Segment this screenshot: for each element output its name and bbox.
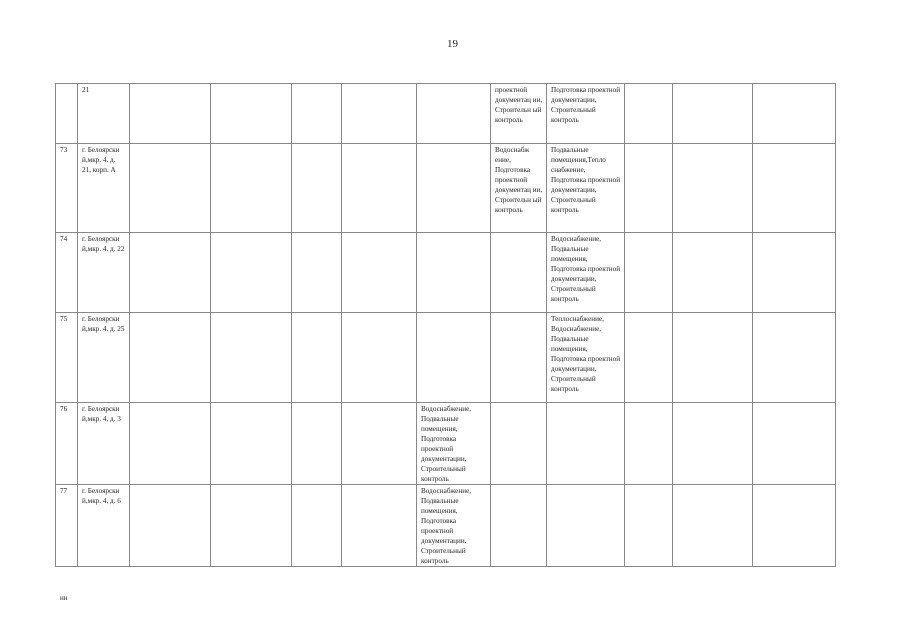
- capital-repair-table: [55, 83, 836, 567]
- row-number-cell: 76: [56, 403, 78, 485]
- work-types-cell: Водоснабж ение, Подготовка проектной документац ии, Строительн ый контроль: [491, 144, 547, 233]
- address-cell: г. Белоярски й,мкр. 4, д. 22: [78, 233, 130, 313]
- work-types-cell: Подготовка проектной документации, Строительный контроль: [547, 84, 625, 144]
- row-number-cell: 75: [56, 313, 78, 403]
- work-types-cell: [417, 313, 491, 403]
- work-types-cell: Подвальные помещения,Тепло снабжение, Подготовка проектной документации, Строительный контроль: [547, 144, 625, 233]
- work-types-cell: [417, 84, 491, 144]
- work-types-cell: Теплоснабжение, Водоснабжение, Подвальные помещения, Подготовка проектной документации, Строительный контроль: [547, 313, 625, 403]
- address-cell: 21: [78, 84, 130, 144]
- work-types-cell: [547, 485, 625, 567]
- row-number-cell: 77: [56, 485, 78, 567]
- work-types-cell: Водоснабжение, Подвальные помещения, Подготовка проектной документации, Строительный контроль: [547, 233, 625, 313]
- page-number: 19: [447, 38, 458, 50]
- address-cell: г. Белоярски й,мкр. 4, д. 6: [78, 485, 130, 567]
- work-types-cell: Водоснабжение, Подвальные помещения, Подготовка проектной документации, Строительный контроль: [417, 403, 491, 485]
- work-types-cell: [491, 403, 547, 485]
- table-row: [56, 233, 836, 313]
- address-cell: г. Белоярски й,мкр. 4, д. 3: [78, 403, 130, 485]
- work-types-cell: [491, 485, 547, 567]
- work-types-cell: [417, 233, 491, 313]
- work-types-cell: Водоснабжение, Подвальные помещения, Подготовка проектной документации, Строительный контроль: [417, 485, 491, 567]
- table-row: [56, 485, 836, 567]
- work-types-cell: [417, 144, 491, 233]
- work-types-cell: [491, 313, 547, 403]
- row-number-cell: 74: [56, 233, 78, 313]
- table-row: [56, 313, 836, 403]
- work-types-cell: [547, 403, 625, 485]
- work-types-cell: [491, 233, 547, 313]
- row-number-cell: 73: [56, 144, 78, 233]
- work-types-cell: проектной документац ии, Строительн ый контроль: [491, 84, 547, 144]
- table-row: [56, 144, 836, 233]
- address-cell: г. Белоярски й,мкр. 4, д. 25: [78, 313, 130, 403]
- row-number-cell: [56, 84, 78, 144]
- table-row: [56, 84, 836, 144]
- table-row: [56, 403, 836, 485]
- address-cell: г. Белоярски й,мкр. 4, д. 21, корп. А: [78, 144, 130, 233]
- footer-mark: нн: [60, 594, 68, 602]
